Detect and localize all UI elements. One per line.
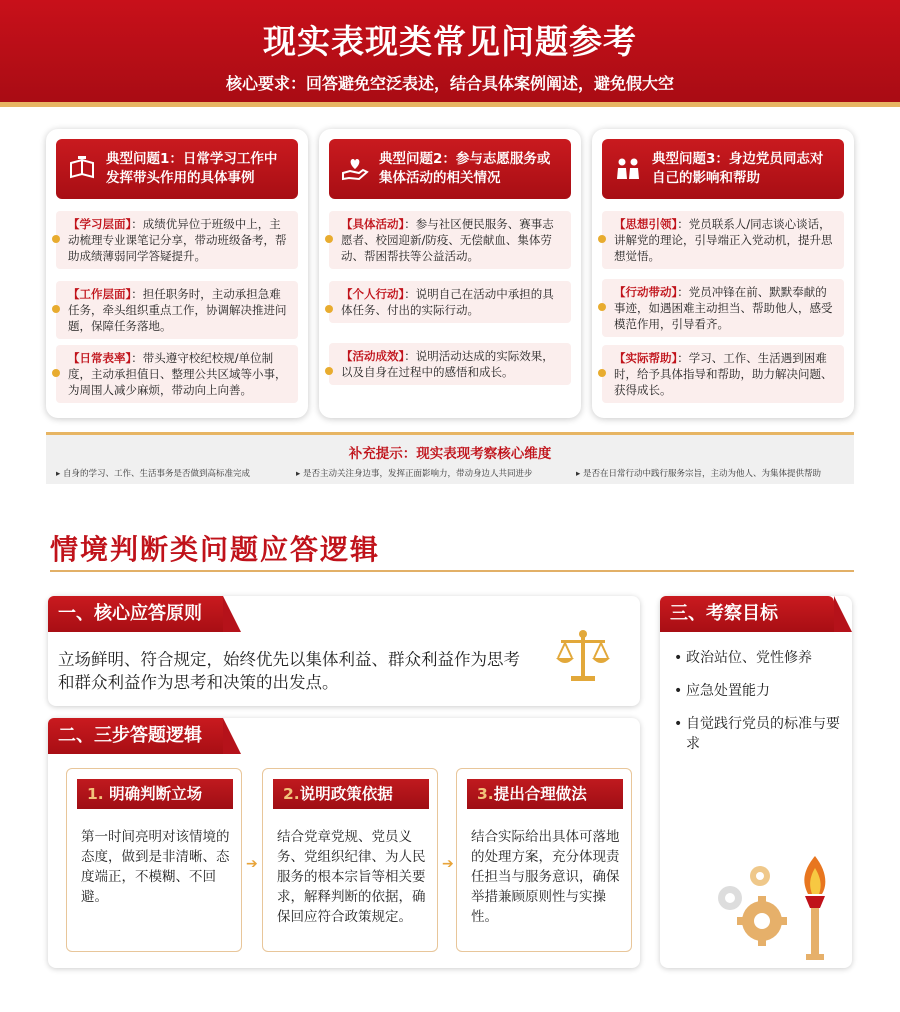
supplement-title: 补充提示：现实表现考察核心维度 — [348, 446, 552, 462]
step-header: 3.提出合理做法 — [467, 779, 623, 809]
question-card-1 — [46, 129, 308, 418]
card-header — [602, 139, 844, 199]
page-title: 现实表现类常见问题参考 — [263, 22, 637, 61]
card-item: 【思想引领】：党员联系人/同志谈心谈话，讲解党的理论，引导端正入党动机，提升思想觉悟。 — [602, 211, 844, 269]
step-card-3 — [456, 768, 632, 952]
card-item: 【行动带动】：党员冲锋在前、默默奉献的事迹，如遇困难主动担当、帮助他人，感受模范作用，引导看齐。 — [602, 279, 844, 337]
goals-box — [660, 596, 852, 968]
principle-title: 一、核心应答原则 — [48, 596, 223, 632]
heart-hand-icon — [341, 155, 369, 183]
steps-title: 二、三步答题逻辑 — [48, 718, 223, 754]
card-title: 典型问题1：日常学习工作中发挥带头作用的具体事例 — [106, 151, 278, 186]
page-subtitle: 核心要求：回答避免空泛表述，结合具体案例阐述，避免假大空 — [225, 74, 674, 93]
card-title: 典型问题2：参与志愿服务或集体活动的相关情况 — [379, 151, 551, 186]
card-item: 【具体活动】：参与社区便民服务、赛事志愿者、校园迎新/防疫、无偿献血、集体劳动、帮困帮扶等公益活动。 — [329, 211, 571, 269]
section-title: 情境判断类问题应答逻辑 — [50, 533, 381, 566]
steps-box — [48, 718, 640, 968]
goal-item: • 应急处置能力 — [674, 681, 844, 701]
supplement-point: ▸ 是否主动关注身边事，发挥正面影响力，带动身边人共同进步 — [296, 467, 532, 479]
question-card-3 — [592, 129, 854, 418]
supplement-point: ▸ 自身的学习、工作、生活事务是否做到高标准完成 — [56, 467, 250, 479]
torch-gear-icon — [700, 846, 850, 970]
card-header — [329, 139, 571, 199]
card-item: 【日常表率】：带头遵守校纪校规/单位制度，主动承担值日、整理公共区域等小事，为周围人减少麻烦，带动向上向善。 — [56, 345, 298, 403]
goals-list — [674, 648, 844, 767]
arrow-right-icon: ➔ — [246, 856, 258, 872]
principle-box — [48, 596, 640, 706]
supplement-bar — [46, 432, 854, 484]
goal-item: • 自觉践行党员的标准与要求 — [674, 714, 844, 754]
step-text: 结合党章党规、党员义务、党组织纪律、为人民服务的根本宗旨等相关要求，解释判断的依据，确保回应符合政策规定。 — [277, 829, 426, 925]
card-item: 【个人行动】：说明自己在活动中承担的具体任务、付出的实际行动。 — [329, 281, 571, 323]
step-card-1 — [66, 768, 242, 952]
card-item: 【活动成效】：说明活动达成的实际效果，以及自身在过程中的感悟和成长。 — [329, 343, 571, 385]
scale-icon — [553, 626, 613, 690]
book-icon — [68, 155, 96, 183]
goals-title: 三、考察目标 — [660, 596, 834, 632]
step-header: 2.说明政策依据 — [273, 779, 429, 809]
card-item: 【学习层面】：成绩优异位于班级中上，主动梳理专业课笔记分享，带动班级备考，帮助成绩薄弱同学答疑提升。 — [56, 211, 298, 269]
goal-item: • 政治站位、党性修养 — [674, 648, 844, 668]
card-item: 【工作层面】：担任职务时，主动承担急难任务，牵头组织重点工作，协调解决推进问题，保障任务落地。 — [56, 281, 298, 339]
people-icon — [614, 155, 642, 183]
section-divider — [50, 570, 854, 572]
supplement-point: ▸ 是否在日常行动中践行服务宗旨，主动为他人、为集体提供帮助 — [576, 467, 821, 479]
step-text: 结合实际给出具体可落地的处理方案，充分体现责任担当与服务意识，确保举措兼顾原则性与实操性。 — [471, 829, 620, 925]
header-banner — [0, 0, 900, 102]
step-card-2 — [262, 768, 438, 952]
card-title: 典型问题3：身边党员同志对自己的影响和帮助 — [652, 151, 824, 186]
step-text: 第一时间亮明对该情境的态度，做到是非清晰、态度端正，不模糊、不回避。 — [81, 829, 230, 905]
question-card-2 — [319, 129, 581, 418]
card-item: 【实际帮助】：学习、工作、生活遇到困难时，给予具体指导和帮助，助力解决问题、获得成长。 — [602, 345, 844, 403]
card-header — [56, 139, 298, 199]
arrow-right-icon: ➔ — [442, 856, 454, 872]
step-header: 1. 明确判断立场 — [77, 779, 233, 809]
principle-text: 立场鲜明、符合规定，始终优先以集体利益、群众利益作为思考和群众利益作为思考和决策的出发点。 — [58, 650, 520, 692]
